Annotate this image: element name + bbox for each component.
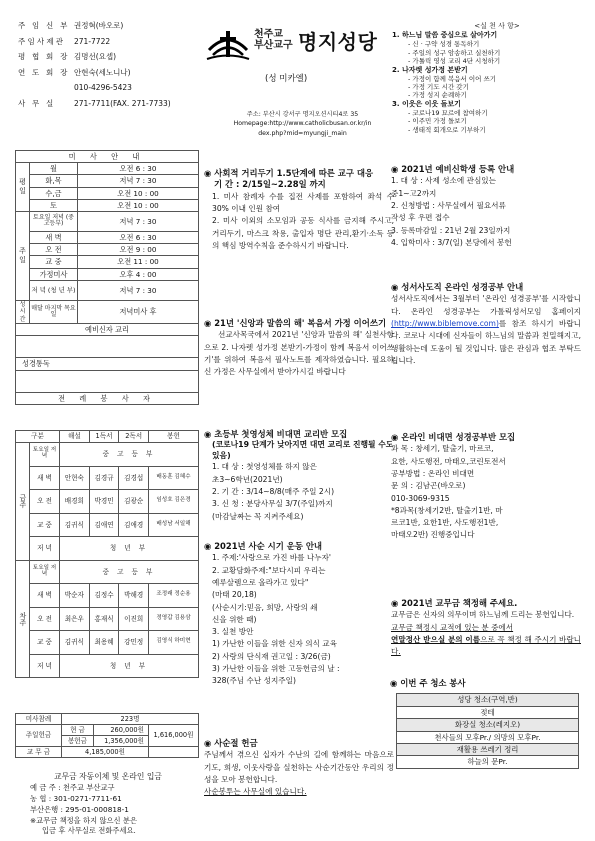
roster-slot: 토요일 저 녁: [30, 560, 60, 584]
roster-person: 김애연: [89, 513, 119, 537]
dues-value: 4,185,000원: [62, 747, 149, 758]
section-line: 마태오2반) 진행중입니다: [391, 530, 475, 540]
practice-item: - 가톨릭 영성 교리 4단 시청하기: [408, 57, 501, 66]
section-text: 교무금 책정시 교적에 있는 분 중에서: [391, 622, 514, 632]
mass-day: 수,금: [30, 187, 78, 199]
section-title: ◉ 2021년 교무금 책정해 주세요.: [391, 598, 518, 608]
notice-cleaning: [386, 678, 581, 769]
section-line: 예루살렘으로 올라가고 있다": [212, 577, 309, 587]
roster-person: 이진희: [119, 607, 149, 631]
section-title: ◉ 2021년 사순 시기 운동 안내: [204, 541, 323, 551]
bible-reading-blank: [16, 370, 199, 392]
roster-person: 최용혜: [89, 631, 119, 655]
roster-person: 홍재식: [89, 607, 119, 631]
address-line: 주소: 부산시 강서구 명지오션시티4로 35: [246, 111, 359, 118]
mass-time: 오전 9 : 00: [78, 244, 199, 256]
practice-heading: 2. 나자렛 성가정 본받기: [392, 65, 468, 74]
info-row: [18, 80, 208, 96]
section-line: 4. 입학미사 : 3/7(일) 본당에서 봉헌: [391, 237, 512, 247]
homepage-line: dex.php?mid=myungji_main: [258, 129, 347, 137]
section-line: 초3~6학년(2021년): [212, 474, 283, 484]
section-line: 2) 사랑의 단식재 권고일 : 3/26(금): [212, 651, 331, 661]
parish-logo: [205, 18, 385, 84]
roster-slot: 토요일 저 녁: [30, 443, 60, 467]
roster-slot: 교 중: [30, 631, 60, 655]
roster-group: 중 고 등 부: [60, 560, 199, 584]
info-key: 연 도 회 장: [18, 67, 70, 77]
next-week-label: 차주: [16, 560, 30, 678]
section-text: 2. 미사 이외의 소모임과 공동 식사를 금지해 주시고, 거리두기, 마스크 착용, 출입자 명단 관리,환기·소독 등의 핵심 방역수칙을 준수하시기 바랍니다.: [212, 216, 394, 250]
cleaning-row: 화장실 청소(레지오): [397, 719, 579, 731]
offering-table: [15, 713, 199, 758]
practice-item: - 주일의 성구 암송하고 실천하기: [408, 48, 501, 57]
roster-person: 배성남 서일해: [149, 513, 199, 537]
section-title: ◉ 사회적 거리두기 1.5단계에 따른 교구 대응: [204, 168, 374, 178]
info-row: [18, 34, 208, 50]
section-period: 기 간 : 2/15일~2.28일 까지: [214, 179, 326, 190]
roster-group: 중 고 등 부: [60, 443, 199, 467]
org-line: 부산교구: [254, 39, 293, 51]
info-value: 안현숙(세노니나): [74, 67, 131, 77]
notice-first-communion: [204, 429, 394, 523]
notice-line: 부산은행 : 295-01-000818-1: [30, 804, 129, 814]
roster-group: 청 년 부: [60, 537, 199, 561]
section-subtitle: (코로나19 단계가 낮아지면 대면 교리로 진행될 수도 있음): [212, 440, 394, 460]
mass-time: 저녁미사 후: [78, 300, 199, 324]
section-emphasis: 연말정산 받으실 분의 이름: [391, 634, 481, 644]
section-line: 3) 가난한 이들을 위한 고등헌금의 날 :: [212, 664, 340, 674]
section-title: ◉ 온라인 비대면 성경공부반 모집: [391, 432, 516, 442]
mass-day: 저 녁 (청 년 부): [30, 280, 78, 300]
cleaning-row: 천사들의 모후Pr./ 의망의 모후Pr.: [397, 731, 579, 743]
section-line: 공부방법 : 온라인 비대면: [391, 468, 475, 478]
roster-person: 안현숙: [60, 466, 90, 490]
section-line: 르코1반, 요한1반, 사도행전1반,: [391, 518, 499, 528]
section-text-part: 으로 꼭 책정 해 주시기 바랍니다.: [391, 634, 581, 657]
cleaning-row: 하늘의 문Pr.: [397, 756, 579, 768]
mass-day: 토: [30, 199, 78, 211]
section-line: 328(주님 수난 성지주일): [212, 676, 296, 686]
patron-name: (성 미카엘): [265, 74, 308, 84]
notice-line: 예 금 주 : 천주교 부산교구: [30, 782, 115, 792]
mass-day: 매달 마지막 목요일: [30, 300, 78, 324]
notice-online-bible: [391, 282, 581, 367]
section-line: 요한, 사도행전, 마태오,코린토전서: [391, 456, 506, 466]
bible-site-link[interactable]: (http://www.biblemove.com): [391, 318, 499, 328]
info-row: [18, 18, 208, 34]
holy-hour-label: 성시간: [16, 300, 30, 324]
roster-title: 전 례 봉 사 자: [16, 392, 199, 404]
practice-heading: 1. 하느님 말씀 중심으로 살아가기: [392, 31, 498, 40]
section-text: 1. 미사 참례자 수를 집전 사제를 포함하여 좌석 수 30% 이내 인원 참여: [212, 191, 394, 213]
liturgy-roster-table: [15, 430, 199, 678]
section-title: ◉ 성서사도직 온라인 성경공부 안내: [391, 282, 524, 292]
practice-item: - 신 · 구약 성경 통독하기: [408, 40, 480, 49]
mass-day: 새 벽: [30, 231, 78, 243]
section-title: ◉ 21년 '신앙과 말씀의 해' 복음서 가정 이어쓰기: [204, 318, 387, 328]
mass-time: 오전 10 : 00: [78, 199, 199, 211]
practice-item: - 가정 성지 순례하기: [408, 91, 467, 100]
roster-person: 김경섭: [119, 466, 149, 490]
mass-time: 오전 10 : 00: [78, 187, 199, 199]
roster-person: 배경희: [60, 490, 90, 514]
homepage-line: Homepage:http://www.catholicbusan.or.kr/in: [233, 120, 372, 128]
roster-person: 정영갑 김용삼: [149, 607, 199, 631]
roster-person: 배동훈 김혜수: [149, 466, 199, 490]
mass-time: 저녁 7 : 30: [78, 211, 199, 231]
info-key: 주임사제관: [18, 36, 66, 46]
roster-head: 구분: [16, 431, 60, 443]
section-line: 작성 후 우편 접수: [391, 213, 450, 223]
section-line: 2. 교황담화주제:"보다시피 우리는: [212, 565, 326, 575]
practice-items: [392, 22, 582, 134]
section-line: (마태 20,18): [212, 590, 257, 600]
section-text: [391, 293, 581, 367]
roster-person: 김정수: [89, 584, 119, 608]
roster-group: 청 년 부: [60, 654, 199, 678]
section-line: 3. 신 청 : 분당사무실 3/7(주일)까지: [212, 499, 333, 509]
section-line: (사순시기:믿음, 희망, 사랑의 쇄: [212, 602, 318, 612]
church-emblem-icon: [205, 28, 251, 62]
notice-social-distancing: [204, 168, 394, 252]
section-line: 010-3069-9315: [391, 493, 450, 503]
info-value: 김명선(요셉): [74, 52, 117, 62]
mass-day: 토요일 저녁 (중고등부): [30, 211, 78, 231]
mass-time: 저녁 7 : 30: [78, 175, 199, 187]
roster-person: 김귀식: [60, 631, 90, 655]
section-text: 교무금은 신자의 의무이며 하느님께 드리는 봉헌입니다.: [391, 610, 575, 620]
attendance-value: 223명: [62, 714, 199, 725]
dues-label: 교 무 금: [16, 747, 62, 758]
section-line: 3. 실천 방안: [212, 627, 254, 637]
section-line: 1. 주제:'사랑으로 가진 바를 나누자': [212, 553, 331, 563]
roster-slot: 오 전: [30, 490, 60, 514]
cash-label: 현 금: [62, 725, 94, 736]
info-value: 권정혁(바오로): [74, 21, 124, 31]
notice-line: 입금 후 사무실로 전화주세요.: [42, 826, 136, 836]
roster-head: 해설: [60, 431, 90, 443]
roster-person: 김광순: [119, 490, 149, 514]
info-row: [18, 96, 208, 112]
notice-church-dues: [391, 598, 581, 659]
org-label: [254, 30, 293, 51]
notice-lent-offering: [204, 738, 394, 799]
section-line: 2. 신청방법 : 사무실에서 필요서류: [391, 200, 506, 210]
roster-person: 박해경: [119, 584, 149, 608]
roster-slot: 새 벽: [30, 584, 60, 608]
practice-item: - 코로나19 묘르에 참여하기: [408, 109, 488, 117]
section-text: 선교사목국에서 2021년 '신앙과 말씀의 해' 실천사항으로 2. 나자렛 성가정 본받기-가정이 함께 복음서 이어쓰기'를 위하여 복음서 필사노트를 제작하였습니다. 필요하신 가정은 사무실에서 받아가시길 바랍니다: [204, 330, 394, 377]
sunday-label: 주일: [16, 211, 30, 300]
roster-person: 박순자: [60, 584, 90, 608]
info-row: [18, 49, 208, 65]
notice-lent-campaign: [204, 541, 394, 688]
practice-item: - 가정이 함께 복음서 이어 쓰기: [408, 74, 497, 83]
roster-person: 김경규: [89, 466, 119, 490]
parish-name: 명지성당: [298, 30, 378, 54]
envelope-value: 1,356,000원: [94, 736, 149, 747]
roster-person: 임성호 김은경: [149, 490, 199, 514]
catechumen-title: 예비신자 교리: [16, 324, 199, 336]
roster-person: 김영식 하미현: [149, 631, 199, 655]
section-text: 주님께서 겪으신 십자가 수난의 길에 함께하는 마음으로 기도, 희생, 이웃사랑을 실천하는 사순기간동안 우리의 정성을 모아 봉헌합니다.: [204, 750, 394, 784]
section-title: ◉ 사순절 헌금: [204, 738, 258, 748]
section-line: 신을 위한 때): [212, 614, 257, 624]
info-value: 271-7722: [74, 36, 111, 46]
notice-seminarian: [391, 164, 581, 249]
mass-title: 미 사 안 내: [16, 151, 199, 163]
section-text: [391, 634, 581, 659]
org-line: 천주교: [254, 29, 283, 40]
roster-person: 박경민: [89, 490, 119, 514]
practice-heading: 3. 이웃은 이웃 돌보기: [392, 99, 461, 108]
roster-head: 2독서: [119, 431, 149, 443]
section-title: ◉ 초등부 첫영성체 비대면 교리반 모집: [204, 429, 348, 439]
this-week-label: 금주: [16, 443, 30, 561]
offering-label: 주일헌금: [16, 725, 62, 747]
section-line: 1. 대 상 : 첫영성체를 하지 않은: [212, 462, 317, 472]
roster-person: 김애경: [119, 513, 149, 537]
section-title: ◉ 2021년 예비신학생 등록 안내: [391, 164, 515, 174]
envelope-label: 봉헌금: [62, 736, 94, 747]
weekday-label: 평일: [16, 163, 30, 212]
info-row: [18, 65, 208, 81]
roster-person: 조정래 정순용: [149, 584, 199, 608]
practice-item: - 이주민 가정 돌보기: [408, 117, 467, 126]
notice-line: 농 협 : 301-0271-7711-61: [30, 793, 122, 803]
section-line: *8과목(창세기2반, 탈출기1반, 마: [391, 505, 503, 515]
section-line: 중1~고2까지: [391, 188, 437, 198]
roster-slot: 저 녁: [30, 654, 60, 678]
cleaning-row: 재활용 쓰레기 정리: [397, 743, 579, 755]
mass-day: 월: [30, 163, 78, 175]
notice-line: ※교무금 책정을 하지 않으신 분은: [30, 815, 138, 825]
section-text-part: 를 참조 하시기 바랍니다. 코로나 시대에 신자들이 하느님의 말씀과 친밀해지고, 생활하는데 도움이 될 것입니다. 많은 관심과 협조 부탁드립니다.: [391, 318, 581, 365]
roster-slot: 오 전: [30, 607, 60, 631]
practice-item: - 생태적 회개으로 기부하기: [408, 125, 486, 134]
practice-title: <실 천 사 항>: [474, 22, 520, 30]
mass-time: 오전 6 : 30: [78, 231, 199, 243]
notice-title: 교무금 자동이체 및 온라인 입금: [54, 772, 162, 781]
cleaning-table: [396, 693, 579, 768]
roster-person: 최은우: [60, 607, 90, 631]
catechumen-blank: [16, 336, 199, 358]
info-key: 사 무 실: [18, 98, 56, 108]
section-line: 1. 대 상 : 사제 성소에 관심있는: [391, 176, 496, 186]
notice-bible-study: [391, 432, 581, 542]
mass-time: 오후 4 : 00: [78, 268, 199, 280]
mass-day: 오 전: [30, 244, 78, 256]
section-underlined: 사순봉투는 사무실에 있습니다.: [204, 787, 307, 797]
mass-day: 교 중: [30, 256, 78, 268]
info-key: 주 임 신 부: [18, 21, 70, 31]
attendance-label: 미사참례: [16, 714, 62, 725]
mass-time: 저녁 7 : 30: [78, 280, 199, 300]
roster-person: 강민정: [119, 631, 149, 655]
dues-blank: [149, 747, 199, 758]
cash-value: 260,000원: [94, 725, 149, 736]
practice-item: - 가정 기도 시간 갖기: [408, 83, 469, 92]
section-line: (마감날짜는 꼭 지켜주세요): [212, 511, 304, 521]
section-line: 3. 등록마감일 : 21년 2월 23일까지: [391, 225, 511, 235]
info-key: 평 협 회 장: [18, 52, 70, 62]
cleaning-row: 젖테: [397, 706, 579, 718]
bank-transfer-notice: [24, 771, 192, 837]
section-title: ◉ 이번 주 청소 봉사: [390, 678, 466, 688]
info-value: 010-4296-5423: [74, 83, 132, 93]
notice-gospel-copying: [204, 318, 394, 379]
info-value: 271-7711(FAX. 271-7733): [74, 98, 171, 108]
section-line: 과 목 : 창세기, 탈출기, 마르코,: [391, 444, 494, 454]
mass-day: 가정미사: [30, 268, 78, 280]
mass-time: 오전 6 : 30: [78, 163, 199, 175]
bible-reading-title: 성경통독: [16, 358, 199, 370]
offering-sum: 1,616,000원: [149, 725, 199, 747]
section-line: 문 의 : 김남곤(바오로): [391, 481, 466, 491]
roster-slot: 새 벽: [30, 466, 60, 490]
section-line: 1) 가난한 이들을 위한 신자 의식 교육: [212, 639, 337, 649]
mass-schedule-table: [15, 150, 199, 405]
section-text-part: 성서사도직에서는 3월부터 '온라인 성경공부'를 시작합니다. 온라인 성경공부는 가톨릭성서모임 홈페이지: [391, 294, 581, 316]
mass-time: 오전 11 : 00: [78, 256, 199, 268]
mass-day: 화,목: [30, 175, 78, 187]
roster-slot: 저 녁: [30, 537, 60, 561]
address-block: [210, 110, 395, 138]
roster-person: 김귀식: [60, 513, 90, 537]
roster-slot: 교 중: [30, 513, 60, 537]
roster-head: 봉헌: [149, 431, 199, 443]
section-line: 2. 기 간 : 3/14~8/8(매주 주일 2시): [212, 486, 335, 496]
roster-head: 1독서: [89, 431, 119, 443]
parish-info: [18, 18, 208, 111]
cleaning-row: 성당 청소(구역,반): [397, 694, 579, 706]
